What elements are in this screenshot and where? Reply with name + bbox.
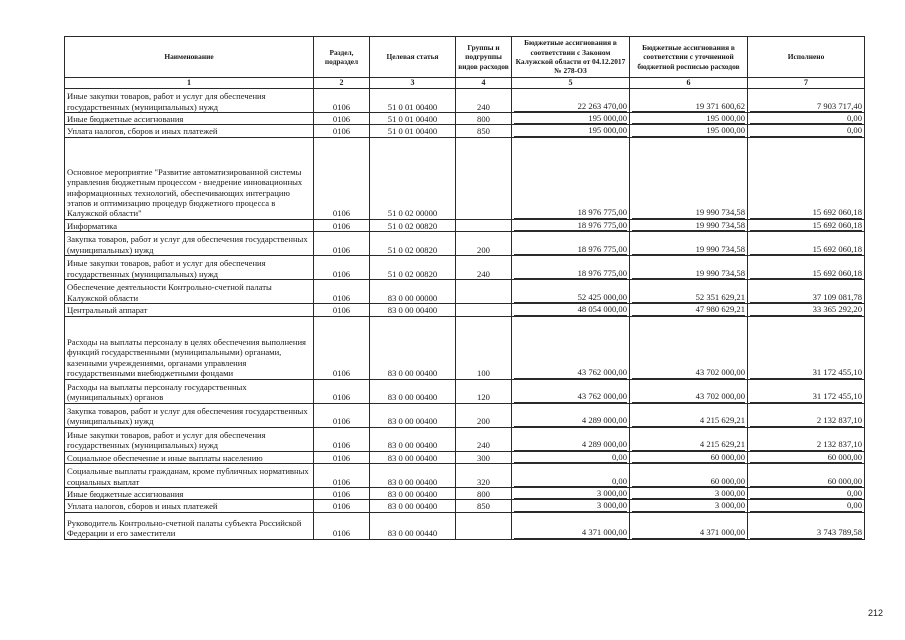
row-name-cell: Социальные выплаты гражданам, кроме публичных нормативных социальных выплат bbox=[65, 464, 314, 488]
row-section-cell: 0106 bbox=[314, 304, 370, 316]
row-executed-cell bbox=[748, 427, 865, 451]
row-target-cell: 83 0 00 00400 bbox=[370, 451, 456, 463]
table-row bbox=[65, 488, 865, 500]
row-law-cell-value: 22 263 470,00 bbox=[514, 101, 627, 112]
row-group-cell bbox=[456, 512, 512, 539]
row-name-cell: Основное мероприятие "Развитие автоматизированной системы управления бюджетным процессом - внедрение инновационных информационных технологий, обеспечивающих интеграцию этапов и оптимизацию процедур бюджетного процесса в Калужской области" bbox=[65, 137, 314, 219]
row-law-cell bbox=[512, 488, 630, 500]
row-group-cell bbox=[456, 280, 512, 304]
column-number: 1 bbox=[65, 78, 314, 89]
table-row bbox=[65, 464, 865, 488]
column-number: 5 bbox=[512, 78, 630, 89]
table-row bbox=[65, 232, 865, 256]
table-row bbox=[65, 379, 865, 403]
budget-table bbox=[64, 36, 865, 540]
table-row bbox=[65, 125, 865, 137]
row-law-cell-value: 18 976 775,00 bbox=[514, 244, 627, 255]
row-name-cell: Информатика bbox=[65, 219, 314, 231]
row-executed-cell-value: 15 692 060,18 bbox=[750, 207, 862, 218]
row-name-cell: Иные закупки товаров, работ и услуг для обеспечения государственных (муниципальных) нужд bbox=[65, 427, 314, 451]
row-law-cell bbox=[512, 500, 630, 512]
table-row bbox=[65, 89, 865, 113]
header-refined: Бюджетные ассигнования в соответствии с уточненной бюджетной росписью расходов bbox=[630, 37, 748, 78]
row-target-cell: 83 0 00 00400 bbox=[370, 379, 456, 403]
row-section-cell: 0106 bbox=[314, 316, 370, 379]
row-name-cell: Иные бюджетные ассигнования bbox=[65, 488, 314, 500]
row-section-cell: 0106 bbox=[314, 280, 370, 304]
row-name-cell: Уплата налогов, сборов и иных платежей bbox=[65, 125, 314, 137]
row-section-cell: 0106 bbox=[314, 379, 370, 403]
row-refined-cell-value: 43 702 000,00 bbox=[632, 367, 745, 378]
header-law: Бюджетные ассигнования в соответствии с Законом Калужской области от 04.12.2017 № 278-ОЗ bbox=[512, 37, 630, 78]
header-target: Целевая статья bbox=[370, 37, 456, 78]
row-law-cell-value: 18 976 775,00 bbox=[514, 268, 627, 279]
table-row bbox=[65, 219, 865, 231]
row-group-cell: 120 bbox=[456, 379, 512, 403]
row-section-cell: 0106 bbox=[314, 464, 370, 488]
table-row bbox=[65, 137, 865, 219]
row-law-cell-value: 18 976 775,00 bbox=[514, 220, 627, 231]
row-executed-cell-value: 33 365 292,20 bbox=[750, 304, 862, 315]
row-refined-cell-value: 19 990 734,58 bbox=[632, 268, 745, 279]
row-refined-cell-value: 52 351 629,21 bbox=[632, 292, 745, 303]
row-law-cell bbox=[512, 451, 630, 463]
row-executed-cell bbox=[748, 256, 865, 280]
row-name-cell: Расходы на выплаты персоналу в целях обеспечения выполнения функций государственными (муниципальными) органами, казенными учреждениями, органами управления государственными внебюджетными фондами bbox=[65, 316, 314, 379]
row-law-cell bbox=[512, 125, 630, 137]
row-name-cell: Расходы на выплаты персоналу государственных (муниципальных) органов bbox=[65, 379, 314, 403]
row-executed-cell bbox=[748, 89, 865, 113]
row-section-cell: 0106 bbox=[314, 403, 370, 427]
row-executed-cell bbox=[748, 451, 865, 463]
row-law-cell bbox=[512, 427, 630, 451]
row-refined-cell bbox=[630, 403, 748, 427]
row-executed-cell bbox=[748, 219, 865, 231]
row-group-cell: 200 bbox=[456, 232, 512, 256]
row-group-cell: 850 bbox=[456, 125, 512, 137]
row-target-cell: 83 0 00 00400 bbox=[370, 488, 456, 500]
row-section-cell: 0106 bbox=[314, 113, 370, 125]
row-refined-cell bbox=[630, 219, 748, 231]
row-group-cell: 240 bbox=[456, 427, 512, 451]
row-group-cell: 850 bbox=[456, 500, 512, 512]
table-row bbox=[65, 280, 865, 304]
row-executed-cell-value: 7 903 717,40 bbox=[750, 101, 862, 112]
row-refined-cell-value: 4 371 000,00 bbox=[632, 527, 745, 538]
row-target-cell: 51 0 01 00400 bbox=[370, 125, 456, 137]
row-refined-cell bbox=[630, 512, 748, 539]
row-name-cell: Иные закупки товаров, работ и услуг для обеспечения государственных (муниципальных) нужд bbox=[65, 89, 314, 113]
row-refined-cell bbox=[630, 451, 748, 463]
row-refined-cell-value: 4 215 629,21 bbox=[632, 439, 745, 450]
row-executed-cell-value: 31 172 455,10 bbox=[750, 391, 862, 402]
header-executed: Исполнено bbox=[748, 37, 865, 78]
row-target-cell: 83 0 00 00400 bbox=[370, 464, 456, 488]
row-target-cell: 83 0 00 00400 bbox=[370, 304, 456, 316]
row-section-cell: 0106 bbox=[314, 125, 370, 137]
row-executed-cell bbox=[748, 500, 865, 512]
header-section: Раздел, подраздел bbox=[314, 37, 370, 78]
row-group-cell bbox=[456, 137, 512, 219]
header-row bbox=[65, 37, 865, 78]
table-row bbox=[65, 256, 865, 280]
row-section-cell: 0106 bbox=[314, 137, 370, 219]
row-law-cell-value: 52 425 000,00 bbox=[514, 292, 627, 303]
row-executed-cell bbox=[748, 137, 865, 219]
row-law-cell-value: 195 000,00 bbox=[514, 113, 627, 124]
row-target-cell: 83 0 00 00400 bbox=[370, 500, 456, 512]
row-refined-cell-value: 3 000,00 bbox=[632, 500, 745, 511]
row-target-cell: 83 0 00 00400 bbox=[370, 427, 456, 451]
row-executed-cell bbox=[748, 488, 865, 500]
row-refined-cell-value: 4 215 629,21 bbox=[632, 415, 745, 426]
table-row bbox=[65, 512, 865, 539]
row-target-cell: 51 0 02 00820 bbox=[370, 256, 456, 280]
row-law-cell-value: 0,00 bbox=[514, 476, 627, 487]
row-executed-cell bbox=[748, 464, 865, 488]
row-refined-cell bbox=[630, 488, 748, 500]
table-row bbox=[65, 316, 865, 379]
row-target-cell: 83 0 00 00000 bbox=[370, 280, 456, 304]
row-executed-cell-value: 2 132 837,10 bbox=[750, 415, 862, 426]
row-law-cell-value: 43 762 000,00 bbox=[514, 367, 627, 378]
row-group-cell: 320 bbox=[456, 464, 512, 488]
row-section-cell: 0106 bbox=[314, 89, 370, 113]
row-target-cell: 83 0 00 00440 bbox=[370, 512, 456, 539]
row-executed-cell-value: 0,00 bbox=[750, 488, 862, 499]
row-law-cell bbox=[512, 316, 630, 379]
row-group-cell bbox=[456, 219, 512, 231]
row-name-cell: Уплата налогов, сборов и иных платежей bbox=[65, 500, 314, 512]
row-refined-cell bbox=[630, 316, 748, 379]
row-executed-cell-value: 0,00 bbox=[750, 500, 862, 511]
row-law-cell-value: 195 000,00 bbox=[514, 125, 627, 136]
row-law-cell-value: 18 976 775,00 bbox=[514, 207, 627, 218]
row-law-cell-value: 4 371 000,00 bbox=[514, 527, 627, 538]
row-target-cell: 51 0 02 00820 bbox=[370, 219, 456, 231]
row-refined-cell-value: 195 000,00 bbox=[632, 125, 745, 136]
page-number: 212 bbox=[868, 608, 884, 618]
row-refined-cell-value: 47 980 629,21 bbox=[632, 304, 745, 315]
row-law-cell-value: 0,00 bbox=[514, 452, 627, 463]
row-name-cell: Обеспечение деятельности Контрольно-счетной палаты Калужской области bbox=[65, 280, 314, 304]
row-refined-cell-value: 60 000,00 bbox=[632, 452, 745, 463]
table-row bbox=[65, 113, 865, 125]
row-refined-cell bbox=[630, 232, 748, 256]
row-executed-cell-value: 60 000,00 bbox=[750, 476, 862, 487]
row-executed-cell-value: 0,00 bbox=[750, 113, 862, 124]
row-name-cell: Иные закупки товаров, работ и услуг для обеспечения государственных (муниципальных) нужд bbox=[65, 256, 314, 280]
row-refined-cell bbox=[630, 379, 748, 403]
row-executed-cell-value: 2 132 837,10 bbox=[750, 439, 862, 450]
row-law-cell-value: 43 762 000,00 bbox=[514, 391, 627, 402]
row-section-cell: 0106 bbox=[314, 427, 370, 451]
row-executed-cell bbox=[748, 232, 865, 256]
row-executed-cell bbox=[748, 304, 865, 316]
row-law-cell bbox=[512, 304, 630, 316]
row-executed-cell-value: 0,00 bbox=[750, 125, 862, 136]
row-group-cell: 240 bbox=[456, 89, 512, 113]
column-number: 3 bbox=[370, 78, 456, 89]
row-section-cell: 0106 bbox=[314, 500, 370, 512]
column-number: 7 bbox=[748, 78, 865, 89]
table-row bbox=[65, 500, 865, 512]
row-executed-cell bbox=[748, 403, 865, 427]
row-group-cell: 800 bbox=[456, 113, 512, 125]
row-refined-cell bbox=[630, 280, 748, 304]
row-section-cell: 0106 bbox=[314, 232, 370, 256]
column-number: 4 bbox=[456, 78, 512, 89]
row-executed-cell bbox=[748, 280, 865, 304]
row-executed-cell-value: 3 743 789,58 bbox=[750, 527, 862, 538]
row-executed-cell bbox=[748, 113, 865, 125]
row-law-cell-value: 3 000,00 bbox=[514, 488, 627, 499]
row-refined-cell bbox=[630, 464, 748, 488]
row-law-cell bbox=[512, 403, 630, 427]
row-name-cell: Закупка товаров, работ и услуг для обеспечения государственных (муниципальных) нужд bbox=[65, 403, 314, 427]
row-refined-cell bbox=[630, 256, 748, 280]
row-law-cell bbox=[512, 219, 630, 231]
row-refined-cell bbox=[630, 113, 748, 125]
column-number: 6 bbox=[630, 78, 748, 89]
row-law-cell bbox=[512, 512, 630, 539]
table-row bbox=[65, 403, 865, 427]
row-section-cell: 0106 bbox=[314, 219, 370, 231]
row-refined-cell-value: 19 990 734,58 bbox=[632, 244, 745, 255]
row-target-cell: 51 0 01 00400 bbox=[370, 113, 456, 125]
row-executed-cell bbox=[748, 125, 865, 137]
header-groups: Группы и подгруппы видов расходов bbox=[456, 37, 512, 78]
row-refined-cell-value: 19 371 600,62 bbox=[632, 101, 745, 112]
row-executed-cell bbox=[748, 316, 865, 379]
row-law-cell-value: 3 000,00 bbox=[514, 500, 627, 511]
row-law-cell bbox=[512, 113, 630, 125]
row-refined-cell bbox=[630, 89, 748, 113]
row-section-cell: 0106 bbox=[314, 451, 370, 463]
row-law-cell bbox=[512, 379, 630, 403]
row-law-cell bbox=[512, 464, 630, 488]
row-law-cell bbox=[512, 232, 630, 256]
column-number-row bbox=[65, 78, 865, 89]
table-row bbox=[65, 304, 865, 316]
row-group-cell: 100 bbox=[456, 316, 512, 379]
row-refined-cell bbox=[630, 304, 748, 316]
row-name-cell: Центральный аппарат bbox=[65, 304, 314, 316]
row-name-cell: Закупка товаров, работ и услуг для обеспечения государственных (муниципальных) нужд bbox=[65, 232, 314, 256]
row-refined-cell-value: 3 000,00 bbox=[632, 488, 745, 499]
row-executed-cell bbox=[748, 379, 865, 403]
row-law-cell bbox=[512, 89, 630, 113]
row-law-cell-value: 4 289 000,00 bbox=[514, 439, 627, 450]
row-refined-cell bbox=[630, 125, 748, 137]
row-executed-cell-value: 15 692 060,18 bbox=[750, 268, 862, 279]
row-target-cell: 51 0 01 00400 bbox=[370, 89, 456, 113]
row-refined-cell-value: 19 990 734,58 bbox=[632, 220, 745, 231]
row-target-cell: 51 0 02 00000 bbox=[370, 137, 456, 219]
row-executed-cell-value: 37 109 081,78 bbox=[750, 292, 862, 303]
row-law-cell bbox=[512, 256, 630, 280]
row-refined-cell-value: 195 000,00 bbox=[632, 113, 745, 124]
table-row bbox=[65, 451, 865, 463]
row-target-cell: 83 0 00 00400 bbox=[370, 403, 456, 427]
row-executed-cell bbox=[748, 512, 865, 539]
row-executed-cell-value: 15 692 060,18 bbox=[750, 244, 862, 255]
row-group-cell bbox=[456, 304, 512, 316]
row-group-cell: 240 bbox=[456, 256, 512, 280]
row-group-cell: 800 bbox=[456, 488, 512, 500]
row-section-cell: 0106 bbox=[314, 256, 370, 280]
row-law-cell-value: 4 289 000,00 bbox=[514, 415, 627, 426]
row-executed-cell-value: 15 692 060,18 bbox=[750, 220, 862, 231]
row-refined-cell-value: 43 702 000,00 bbox=[632, 391, 745, 402]
row-refined-cell bbox=[630, 427, 748, 451]
column-number: 2 bbox=[314, 78, 370, 89]
table-body bbox=[65, 89, 865, 540]
row-executed-cell-value: 60 000,00 bbox=[750, 452, 862, 463]
row-refined-cell-value: 60 000,00 bbox=[632, 476, 745, 487]
row-executed-cell-value: 31 172 455,10 bbox=[750, 367, 862, 378]
row-name-cell: Иные бюджетные ассигнования bbox=[65, 113, 314, 125]
table-row bbox=[65, 427, 865, 451]
row-section-cell: 0106 bbox=[314, 488, 370, 500]
row-refined-cell-value: 19 990 734,58 bbox=[632, 207, 745, 218]
row-refined-cell bbox=[630, 137, 748, 219]
row-law-cell-value: 48 054 000,00 bbox=[514, 304, 627, 315]
row-section-cell: 0106 bbox=[314, 512, 370, 539]
row-law-cell bbox=[512, 137, 630, 219]
header-name: Наименование bbox=[65, 37, 314, 78]
row-target-cell: 83 0 00 00400 bbox=[370, 316, 456, 379]
row-law-cell bbox=[512, 280, 630, 304]
row-name-cell: Социальное обеспечение и иные выплаты населению bbox=[65, 451, 314, 463]
row-refined-cell bbox=[630, 500, 748, 512]
row-group-cell: 200 bbox=[456, 403, 512, 427]
row-target-cell: 51 0 02 00820 bbox=[370, 232, 456, 256]
row-name-cell: Руководитель Контрольно-счетной палаты субъекта Российской Федерации и его заместители bbox=[65, 512, 314, 539]
row-group-cell: 300 bbox=[456, 451, 512, 463]
